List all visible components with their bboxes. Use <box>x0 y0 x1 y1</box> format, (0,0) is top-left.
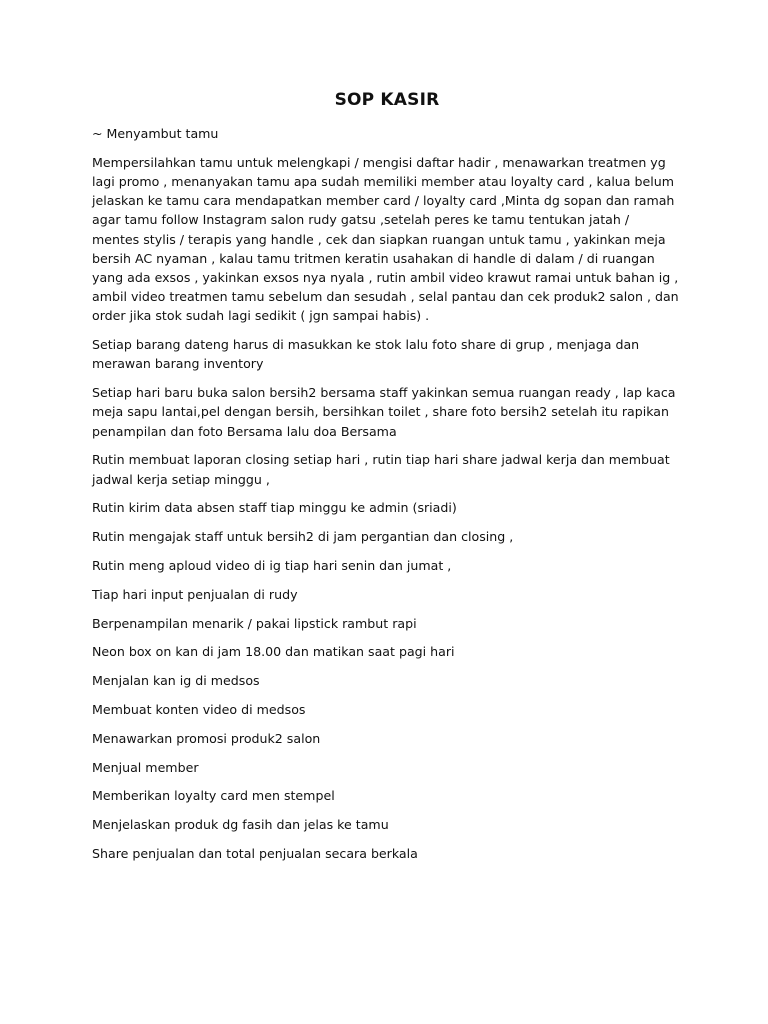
text-line: Menawarkan promosi produk2 salon <box>92 730 321 746</box>
document-page <box>92 90 682 873</box>
paragraph <box>92 335 682 373</box>
text-line: Tiap hari input penjualan di rudy <box>92 586 298 602</box>
text-line: ~ Menyambut tamu <box>92 126 219 141</box>
paragraph <box>92 498 682 517</box>
paragraph <box>92 642 682 661</box>
paragraph <box>92 556 682 575</box>
text-line: bersih AC nyaman , kalau tamu tritmen keratin usahakan di handle di dalam / di ruangan <box>92 250 655 266</box>
paragraph <box>92 758 682 777</box>
text-line: Menjual member <box>92 759 199 775</box>
text-line: Setiap hari baru buka salon bersih2 bersama staff yakinkan semua ruangan ready , lap kaca <box>92 385 676 401</box>
paragraph <box>92 153 682 326</box>
text-line: order jika stok sudah lagi sedikit ( jgn sampai habis) . <box>92 308 430 324</box>
text-line: meja sapu lantai,pel dengan bersih, bersihkan toilet , share foto bersih2 setelah itu rapikan <box>92 404 670 420</box>
text-line: yang ada exsos , yakinkan exsos nya nyala , rutin ambil video krawut ramai untuk bahan ig , <box>92 270 679 286</box>
text-line: Neon box on kan di jam 18.00 dan matikan saat pagi hari <box>92 644 455 660</box>
text-line: ambil video treatmen tamu sebelum dan sesudah , selal pantau dan cek produk2 salon , dan <box>92 289 679 305</box>
paragraph <box>92 124 682 143</box>
document-title: SOP KASIR <box>334 90 440 110</box>
document-body <box>92 124 682 863</box>
text-line: mentes stylis / terapis yang handle , cek dan siapkan ruangan untuk tamu , yakinkan meja <box>92 231 666 247</box>
text-line: Rutin meng aploud video di ig tiap hari senin dan jumat , <box>92 558 452 574</box>
text-line: Share penjualan dan total penjualan secara berkala <box>92 845 418 861</box>
text-line: Rutin kirim data absen staff tiap minggu ke admin (sriadi) <box>92 500 457 516</box>
text-line: Menjelaskan produk dg fasih dan jelas ke tamu <box>92 817 389 833</box>
text-line: Membuat konten video di medsos <box>92 702 306 717</box>
paragraph <box>92 671 682 690</box>
text-line: jelaskan ke tamu cara mendapatkan member card / loyalty card ,Minta dg sopan dan ramah <box>92 193 675 209</box>
text-line: Rutin mengajak staff untuk bersih2 di jam pergantian dan closing , <box>92 529 514 545</box>
text-line: Menjalan kan ig di medsos <box>92 673 260 689</box>
paragraph <box>92 815 682 834</box>
text-line: Setiap barang dateng harus di masukkan ke stok lalu foto share di grup , menjaga dan <box>92 337 640 353</box>
text-line: lagi promo , menanyakan tamu apa sudah memiliki member atau loyalty card , kalua belum <box>92 174 675 189</box>
text-line: Memberikan loyalty card men stempel <box>92 788 335 804</box>
text-line: penampilan dan foto Bersama lalu doa Bersama <box>92 423 397 439</box>
text-line: Berpenampilan menarik / pakai lipstick rambut rapi <box>92 615 417 631</box>
paragraph <box>92 700 682 719</box>
text-line: merawan barang inventory <box>92 356 264 372</box>
paragraph <box>92 786 682 805</box>
paragraph <box>92 527 682 546</box>
text-line: Mempersilahkan tamu untuk melengkapi / mengisi daftar hadir , menawarkan treatmen yg <box>92 154 666 170</box>
paragraph <box>92 450 682 488</box>
paragraph <box>92 383 682 441</box>
text-line: Rutin membuat laporan closing setiap hari , rutin tiap hari share jadwal kerja dan membuat <box>92 452 670 468</box>
paragraph <box>92 614 682 633</box>
paragraph <box>92 844 682 863</box>
text-line: jadwal kerja setiap minggu , <box>92 471 270 487</box>
text-line: agar tamu follow Instagram salon rudy gatsu ,setelah peres ke tamu tentukan jatah / <box>92 212 630 228</box>
paragraph <box>92 585 682 604</box>
paragraph <box>92 729 682 748</box>
